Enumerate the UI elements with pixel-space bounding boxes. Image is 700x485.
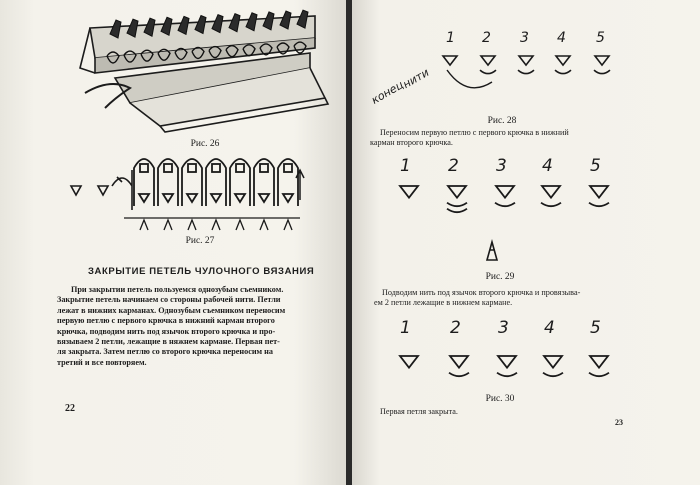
fig28-number: 1 <box>446 30 455 46</box>
fig30-number: 1 <box>400 318 411 338</box>
hook-triangle <box>544 356 562 368</box>
hook-triangle <box>590 186 608 198</box>
hook-triangle <box>450 356 468 368</box>
loop-arc <box>158 159 178 206</box>
knitting-machine-illustration <box>70 8 335 133</box>
fig30-caption: Рис. 30 <box>485 394 515 404</box>
fig29-number: 4 <box>542 156 553 176</box>
loop-arc <box>543 373 563 377</box>
base-tooth <box>284 220 292 230</box>
paragraph-line: При закрытии петель пользуемся однозубым съемником. <box>71 285 284 294</box>
loop-arc <box>206 159 226 206</box>
hand-label-end: конец <box>369 78 406 107</box>
fig27-caption: Рис. 27 <box>185 236 215 246</box>
fig30-number: 5 <box>590 318 601 338</box>
hook-triangle <box>139 194 149 202</box>
hook-triangle <box>283 194 293 202</box>
loop-arc <box>555 70 571 74</box>
paragraph-line: ля закрыта. Затем петлю со второго крючка переносим на <box>57 347 273 357</box>
hook-triangle <box>556 56 570 65</box>
hook-triangle <box>448 186 466 198</box>
fig29-number: 1 <box>400 156 411 176</box>
hook-triangle <box>259 194 269 202</box>
hook-triangle <box>481 56 495 65</box>
loop-diagram-fig27 <box>62 150 312 232</box>
text-line: Подводим нить под язычок второго крючка и провязыва- <box>382 288 581 297</box>
base-tooth <box>236 220 244 230</box>
hook-triangle <box>496 186 514 198</box>
fig30-number: 3 <box>498 318 509 338</box>
hooks-diagram-fig29 <box>387 182 622 264</box>
hook-triangle <box>498 356 516 368</box>
loop-square <box>188 164 196 172</box>
loop-arc <box>497 373 517 377</box>
fig26-caption: Рис. 26 <box>190 139 220 149</box>
loop-arc <box>541 203 561 207</box>
hook-triangle <box>400 356 418 368</box>
loop-arc <box>594 70 610 74</box>
hook-triangle <box>443 56 457 65</box>
right-page <box>352 0 700 485</box>
loop-arc <box>134 159 154 206</box>
fig28-number: 3 <box>520 30 529 46</box>
hook-triangle <box>163 194 173 202</box>
loop-arc <box>480 70 496 74</box>
fig29-number: 5 <box>590 156 601 176</box>
fig30-number: 2 <box>450 318 461 338</box>
loop-square <box>140 164 148 172</box>
loop-arc <box>230 159 250 206</box>
paragraph-line: Закрытие петель начинаем со стороны рабочей нити. Петли <box>57 295 281 305</box>
loop-square <box>212 164 220 172</box>
instruction-paragraph <box>57 285 327 368</box>
left-page <box>0 0 346 485</box>
fig28-text <box>370 128 640 149</box>
paragraph-line: крючка, подводим нить под язычок второго крючка и про- <box>57 326 276 336</box>
hook-triangle <box>542 186 560 198</box>
base-tooth <box>212 220 220 230</box>
fig28-number: 4 <box>557 30 566 46</box>
page-number-left: 22 <box>65 403 75 414</box>
hook-triangle <box>519 56 533 65</box>
hook-triangle <box>590 356 608 368</box>
page-number-right: 23 <box>615 418 623 427</box>
loop-arc <box>589 373 609 377</box>
fig30-text: Первая петля закрыта. <box>380 407 458 416</box>
loop-arc <box>449 373 469 377</box>
hooks-diagram-fig30 <box>387 352 622 392</box>
paragraph-line: вязываем 2 петли, лежащие в няжнем кармане. Первая пет- <box>57 337 280 347</box>
fig28-number: 5 <box>596 30 605 46</box>
fig29-number: 2 <box>448 156 459 176</box>
hook-triangle <box>211 194 221 202</box>
base-tooth <box>260 220 268 230</box>
fig29-number: 3 <box>496 156 507 176</box>
fig30-number: 4 <box>544 318 555 338</box>
fig29-text <box>374 288 644 309</box>
hook-triangle <box>235 194 245 202</box>
hand-label-thread: нити <box>400 65 432 92</box>
hook-triangle <box>400 186 418 198</box>
base-tooth <box>140 220 148 230</box>
fig28-number: 2 <box>482 30 491 46</box>
loop-square <box>164 164 172 172</box>
loop-arc <box>182 159 202 206</box>
loop-arc <box>447 203 467 207</box>
fig29-caption: Рис. 29 <box>485 272 515 282</box>
loop-square <box>284 164 292 172</box>
loop-arc <box>518 70 534 74</box>
text-line: Переносим первую петлю с первого крючка в нижний <box>380 128 569 137</box>
paragraph-line: первую петлю с первого крючка в нижний карман второго <box>57 316 275 326</box>
text-line: ем 2 петли лежащие в нижнем кармане. <box>374 298 513 308</box>
hooks-diagram-fig28 <box>432 52 622 100</box>
loop-arc <box>278 159 298 206</box>
loop-arc <box>589 203 609 207</box>
loop-arc <box>447 209 467 213</box>
base-tooth <box>164 220 172 230</box>
section-heading: ЗАКРЫТИЕ ПЕТЕЛЬ ЧУЛОЧНОГО ВЯЗАНИЯ <box>88 266 315 277</box>
hook-triangle <box>187 194 197 202</box>
paragraph-line: лежат в нижних карманах. Однозубым съемником переносим <box>57 305 286 315</box>
loop-arc <box>495 203 515 207</box>
loop-square <box>236 164 244 172</box>
paragraph-line: третий и все повторяем. <box>57 357 147 367</box>
loop-square <box>260 164 268 172</box>
fig28-caption: Рис. 28 <box>487 116 517 126</box>
hook-triangle <box>595 56 609 65</box>
text-line: карман второго крючка. <box>370 138 453 148</box>
base-tooth <box>188 220 196 230</box>
loop-arc <box>254 159 274 206</box>
